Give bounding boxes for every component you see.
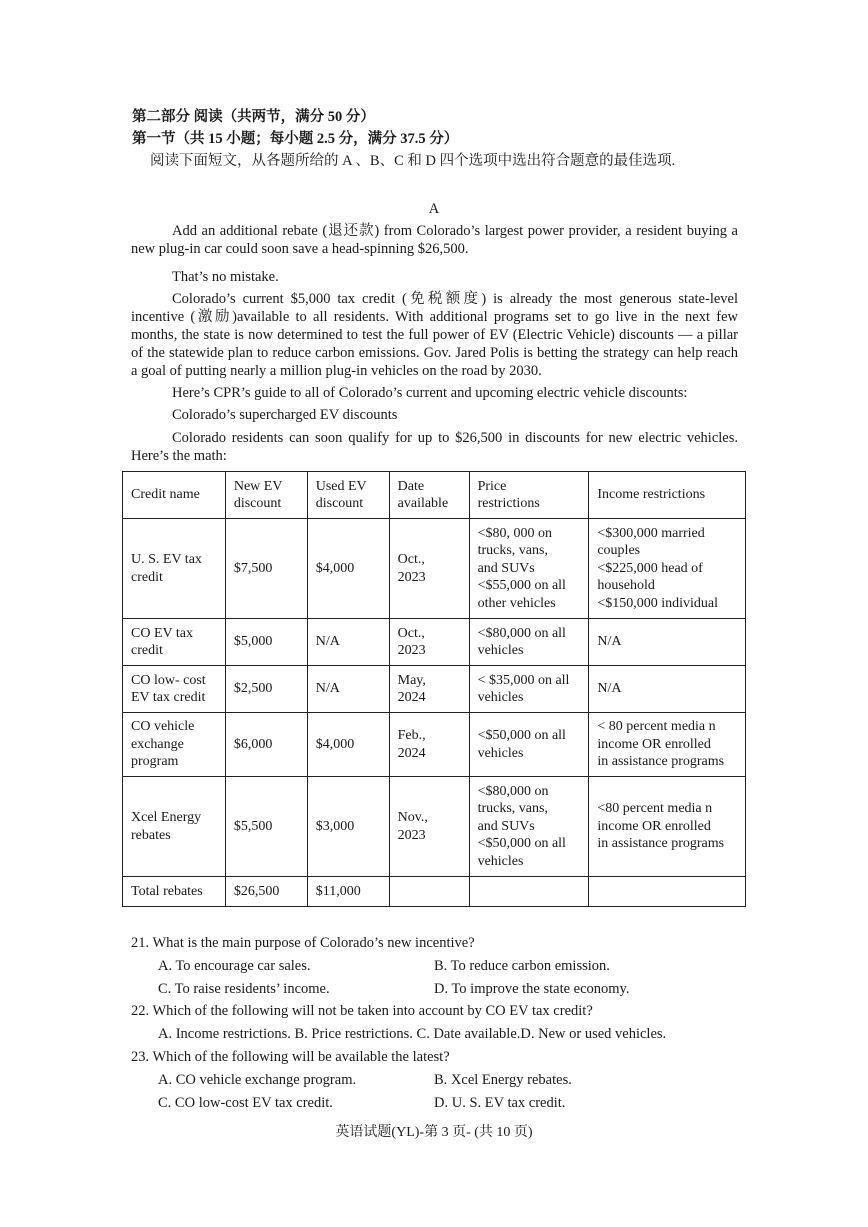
- table-cell: Oct., 2023: [389, 619, 469, 666]
- table-cell: < 80 percent media n income OR enrolled in assistance programs: [589, 713, 746, 777]
- header-new-ev-discount: New EV discount: [225, 472, 307, 519]
- table-cell: [389, 877, 469, 907]
- question-21-option-c: C. To raise residents’ income.: [158, 981, 330, 997]
- table-cell: CO low- cost EV tax credit: [123, 666, 226, 713]
- question-23-option-d: D. U. S. EV tax credit.: [434, 1095, 566, 1111]
- question-22-stem: 22. Which of the following will not be taken into account by CO EV tax credit?: [131, 1003, 593, 1019]
- table-cell: N/A: [589, 666, 746, 713]
- instructions: 阅读下面短文，从各题所给的 A 、B、C 和 D 四个选项中选出符合题意的最佳选项.: [150, 153, 676, 169]
- question-21-option-b: B. To reduce carbon emission.: [434, 958, 610, 974]
- table-cell: CO vehicle exchange program: [123, 713, 226, 777]
- question-23-option-c: C. CO low-cost EV tax credit.: [158, 1095, 333, 1111]
- table-row: [123, 666, 746, 713]
- header-date-available: Date available: [389, 472, 469, 519]
- ev-discount-table: [122, 471, 746, 907]
- header-credit-name: Credit name: [123, 472, 226, 519]
- table-cell: <$300,000 married couples <$225,000 head of household <$150,000 individual: [589, 519, 746, 619]
- table-row: [123, 777, 746, 877]
- table-cell: < $35,000 on all vehicles: [469, 666, 589, 713]
- header-income-restrictions: Income restrictions: [589, 472, 746, 519]
- passage-letter: A: [428, 201, 440, 217]
- question-23-stem: 23. Which of the following will be available the latest?: [131, 1049, 450, 1065]
- table-cell: <80 percent media n income OR enrolled in assistance programs: [589, 777, 746, 877]
- table-cell: $5,500: [225, 777, 307, 877]
- table-cell: Feb., 2024: [389, 713, 469, 777]
- passage-paragraph: That’s no mistake.: [172, 269, 279, 285]
- table-header-row: [123, 472, 746, 519]
- table-cell: Oct., 2023: [389, 519, 469, 619]
- question-21-option-a: A. To encourage car sales.: [158, 958, 311, 974]
- table-total-row: [123, 877, 746, 907]
- table-cell: Xcel Energy rebates: [123, 777, 226, 877]
- table-cell: $6,000: [225, 713, 307, 777]
- table-cell: $11,000: [307, 877, 389, 907]
- question-21-option-d: D. To improve the state economy.: [434, 981, 630, 997]
- table-row: [123, 519, 746, 619]
- table-cell: [469, 877, 589, 907]
- question-23-option-b: B. Xcel Energy rebates.: [434, 1072, 572, 1088]
- page-footer: 英语试题(YL)-第 3 页- (共 10 页): [335, 1125, 533, 1140]
- table-cell: <$80,000 on all vehicles: [469, 619, 589, 666]
- table-row: [123, 619, 746, 666]
- passage-paragraph: Colorado’s supercharged EV discounts: [172, 407, 398, 423]
- table-cell: <$50,000 on all vehicles: [469, 713, 589, 777]
- subsection-heading: 第一节（共 15 小题；每小题 2.5 分，满分 37.5 分）: [132, 131, 459, 147]
- question-23-option-a: A. CO vehicle exchange program.: [158, 1072, 357, 1088]
- passage-paragraph: Here’s CPR’s guide to all of Colorado’s current and upcoming electric vehicle discounts:: [172, 385, 688, 401]
- table-cell: N/A: [589, 619, 746, 666]
- passage-paragraph: Colorado residents can soon qualify for up to $26,500 in discounts for new electric vehicles. Here’s the math:: [131, 430, 738, 464]
- table-row: [123, 713, 746, 777]
- table-cell: [589, 877, 746, 907]
- passage-paragraph: Colorado’s current $5,000 tax credit (免税额度) is already the most generous state-level incentive (激励)available to all residents. With additional programs set to go live in the next few months, the state is now determined to test the full power of EV (Electric Vehicle) discounts — a pillar of the statewide plan to reduce carbon emissions. Gov. Jared Polis is betting the strategy can help reach a goal of putting nearly a million plug-in vehicles on the road by 2030.: [131, 291, 738, 379]
- table-cell: $7,500: [225, 519, 307, 619]
- table-cell: $5,000: [225, 619, 307, 666]
- table-cell: N/A: [307, 666, 389, 713]
- table-cell: $3,000: [307, 777, 389, 877]
- passage-paragraph: Add an additional rebate (退还款) from Colorado’s largest power provider, a resident buying a new plug-in car could soon save a head-spinning $26,500.: [131, 223, 738, 257]
- table-cell: Nov., 2023: [389, 777, 469, 877]
- table-cell: $2,500: [225, 666, 307, 713]
- question-22-options: A. Income restrictions. B. Price restrictions. C. Date available.D. New or used vehicles.: [158, 1026, 667, 1042]
- table-cell: U. S. EV tax credit: [123, 519, 226, 619]
- table-cell: $4,000: [307, 519, 389, 619]
- table-cell: CO EV tax credit: [123, 619, 226, 666]
- table-cell: $4,000: [307, 713, 389, 777]
- table-cell: N/A: [307, 619, 389, 666]
- header-price-restrictions: Price restrictions: [469, 472, 589, 519]
- table-cell: <$80,000 on trucks, vans, and SUVs <$50,000 on all vehicles: [469, 777, 589, 877]
- question-21-stem: 21. What is the main purpose of Colorado’s new incentive?: [131, 935, 475, 951]
- table-cell: Total rebates: [123, 877, 226, 907]
- table-cell: <$80, 000 on trucks, vans, and SUVs <$55,000 on all other vehicles: [469, 519, 589, 619]
- header-used-ev-discount: Used EV discount: [307, 472, 389, 519]
- part-heading: 第二部分 阅读（共两节，满分 50 分）: [132, 109, 375, 125]
- table-cell: May, 2024: [389, 666, 469, 713]
- table-cell: $26,500: [225, 877, 307, 907]
